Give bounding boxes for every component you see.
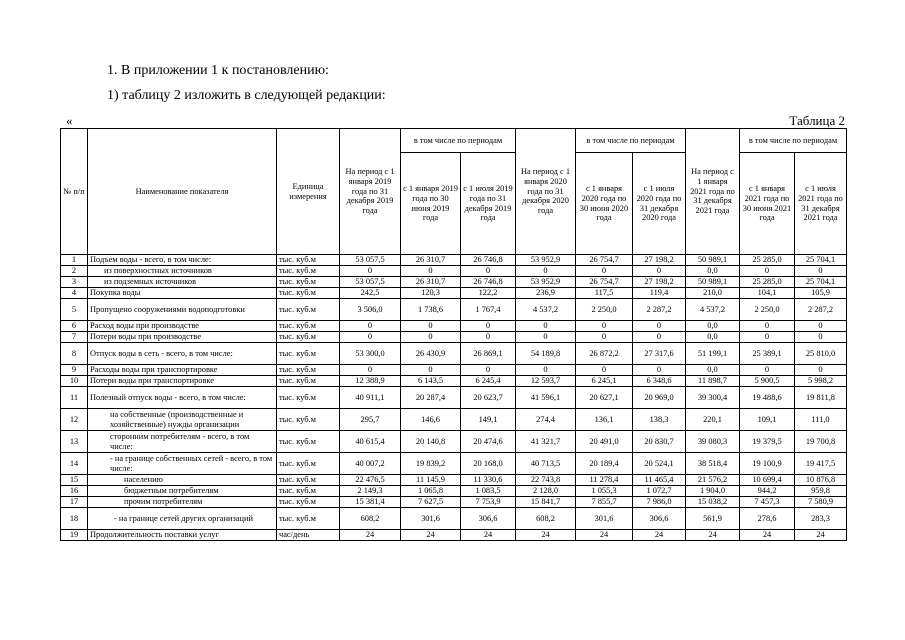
row-value: 40 911,1: [340, 387, 401, 409]
row-indicator-name: Расходы воды при транспортировке: [88, 365, 277, 376]
row-value: 5 998,2: [795, 376, 847, 387]
row-indicator-name: - на границе собственных сетей - всего, в том числе:: [88, 453, 277, 475]
row-value: 24: [516, 530, 576, 541]
row-value: 7 855,7: [576, 497, 633, 508]
row-number: 15: [61, 475, 88, 486]
row-number: 17: [61, 497, 88, 508]
header-period-2019: На период с 1 января 2019 года по 31 декабря 2019 года: [340, 129, 401, 255]
row-value: 27 198,2: [633, 277, 686, 288]
header-h1-2019: с 1 января 2019 года по 30 июня 2019 года: [401, 153, 461, 255]
row-number: 7: [61, 332, 88, 343]
table-row: [61, 453, 847, 475]
row-value: 19 839,2: [401, 453, 461, 475]
row-unit: тыс. куб.м: [277, 431, 340, 453]
row-value: 0: [401, 266, 461, 277]
row-unit: тыс. куб.м: [277, 387, 340, 409]
row-unit: тыс. куб.м: [277, 332, 340, 343]
row-unit: тыс. куб.м: [277, 508, 340, 530]
table-row: [61, 332, 847, 343]
header-h1-2021: с 1 января 2021 года по 30 июня 2021 года: [740, 153, 795, 255]
row-value: 10 699,4: [740, 475, 795, 486]
paragraph-1: 1. В приложении 1 к постановлению:: [107, 63, 329, 78]
row-value: 20 969,0: [633, 387, 686, 409]
row-value: 0: [576, 365, 633, 376]
table-row: [61, 508, 847, 530]
row-number: 5: [61, 299, 88, 321]
row-value: 0: [340, 332, 401, 343]
row-value: 39 300,4: [686, 387, 740, 409]
row-value: 11 330,6: [461, 475, 516, 486]
row-indicator-name: - на границе сетей других организаций: [88, 508, 277, 530]
row-value: 22 476,5: [340, 475, 401, 486]
row-value: 20 474,6: [461, 431, 516, 453]
row-value: 6 143,5: [401, 376, 461, 387]
row-value: 0: [340, 365, 401, 376]
row-value: 278,6: [740, 508, 795, 530]
row-value: 20 189,4: [576, 453, 633, 475]
row-indicator-name: на собственные (производственные и хозяйственные) нужды организации: [88, 409, 277, 431]
header-h1-2020: с 1 января 2020 года по 30 июня 2020 года: [576, 153, 633, 255]
row-value: 50 989,1: [686, 255, 740, 266]
header-period-2021: На период с 1 января 2021 года по 31 декабря 2021 года: [686, 129, 740, 255]
header-num: № п/п: [61, 129, 88, 255]
row-number: 2: [61, 266, 88, 277]
row-value: 11 898,7: [686, 376, 740, 387]
row-value: 25 704,1: [795, 277, 847, 288]
row-value: 561,9: [686, 508, 740, 530]
row-value: 26 754,7: [576, 255, 633, 266]
row-value: 26 746,8: [461, 277, 516, 288]
row-value: 1 055,3: [576, 486, 633, 497]
row-value: 53 057,5: [340, 277, 401, 288]
row-number: 16: [61, 486, 88, 497]
row-number: 11: [61, 387, 88, 409]
row-indicator-name: Покупка воды: [88, 288, 277, 299]
table-row: [61, 475, 847, 486]
row-value: 2 287,2: [633, 299, 686, 321]
row-indicator-name: Потери воды при производстве: [88, 332, 277, 343]
row-value: 20 524,1: [633, 453, 686, 475]
row-value: 0: [461, 321, 516, 332]
row-value: 53 300,0: [340, 343, 401, 365]
row-value: 1 904,0: [686, 486, 740, 497]
water-balance-table: [60, 128, 847, 541]
row-value: 220,1: [686, 409, 740, 431]
row-value: 26 746,8: [461, 255, 516, 266]
row-value: 138,3: [633, 409, 686, 431]
row-unit: тыс. куб.м: [277, 299, 340, 321]
row-indicator-name: из поверхностных источников: [88, 266, 277, 277]
row-value: 0: [633, 365, 686, 376]
row-number: 19: [61, 530, 88, 541]
header-in-periods-2020: в том числе по периодам: [576, 129, 686, 153]
row-value: 105,9: [795, 288, 847, 299]
row-value: 0: [340, 321, 401, 332]
header-h2-2020: с 1 июля 2020 года по 31 декабря 2020 года: [633, 153, 686, 255]
row-value: 295,7: [340, 409, 401, 431]
row-value: 1 738,6: [401, 299, 461, 321]
table-row: [61, 409, 847, 431]
row-unit: тыс. куб.м: [277, 365, 340, 376]
row-value: 242,5: [340, 288, 401, 299]
row-unit: тыс. куб.м: [277, 475, 340, 486]
row-value: 53 952,9: [516, 255, 576, 266]
row-number: 14: [61, 453, 88, 475]
row-value: 608,2: [516, 508, 576, 530]
row-value: 26 310,7: [401, 255, 461, 266]
row-number: 13: [61, 431, 88, 453]
row-value: 25 389,1: [740, 343, 795, 365]
row-indicator-name: населению: [88, 475, 277, 486]
table-row: [61, 376, 847, 387]
row-value: 26 754,7: [576, 277, 633, 288]
row-value: 38 518,4: [686, 453, 740, 475]
table-row: [61, 299, 847, 321]
row-indicator-name: прочим потребителям: [88, 497, 277, 508]
table-row: [61, 288, 847, 299]
row-value: 0: [401, 332, 461, 343]
row-value: 0: [633, 321, 686, 332]
row-value: 0: [340, 266, 401, 277]
header-in-periods-2021: в том числе по периодам: [740, 129, 847, 153]
row-value: 122,2: [461, 288, 516, 299]
row-value: 0: [795, 365, 847, 376]
row-value: 40 713,5: [516, 453, 576, 475]
row-value: 109,1: [740, 409, 795, 431]
row-value: 27 317,6: [633, 343, 686, 365]
row-number: 6: [61, 321, 88, 332]
row-value: 1 083,5: [461, 486, 516, 497]
row-value: 274,4: [516, 409, 576, 431]
row-value: 0: [633, 266, 686, 277]
row-indicator-name: Пропущено сооружениями водоподготовки: [88, 299, 277, 321]
table-row: [61, 365, 847, 376]
row-value: 283,3: [795, 508, 847, 530]
row-indicator-name: из подземных источников: [88, 277, 277, 288]
row-unit: тыс. куб.м: [277, 486, 340, 497]
row-value: 0: [795, 332, 847, 343]
row-indicator-name: Полезный отпуск воды - всего, в том числе:: [88, 387, 277, 409]
row-value: 21 576,2: [686, 475, 740, 486]
row-value: 0: [461, 332, 516, 343]
row-value: 25 285,0: [740, 277, 795, 288]
row-value: 40 615,4: [340, 431, 401, 453]
row-value: 306,6: [633, 508, 686, 530]
row-number: 10: [61, 376, 88, 387]
row-value: 11 465,4: [633, 475, 686, 486]
row-value: 26 869,1: [461, 343, 516, 365]
row-value: 24: [795, 530, 847, 541]
row-value: 0: [633, 332, 686, 343]
row-value: 15 038,2: [686, 497, 740, 508]
row-value: 0,0: [686, 266, 740, 277]
row-value: 54 189,8: [516, 343, 576, 365]
row-value: 0: [795, 321, 847, 332]
row-value: 7 986,0: [633, 497, 686, 508]
row-value: 2 287,2: [795, 299, 847, 321]
row-value: 25 285,0: [740, 255, 795, 266]
row-value: 20 627,1: [576, 387, 633, 409]
row-value: 24: [461, 530, 516, 541]
row-value: 7 580,9: [795, 497, 847, 508]
row-value: 119,4: [633, 288, 686, 299]
row-unit: тыс. куб.м: [277, 255, 340, 266]
row-value: 7 753,9: [461, 497, 516, 508]
row-value: 11 278,4: [576, 475, 633, 486]
row-value: 0: [576, 321, 633, 332]
row-unit: тыс. куб.м: [277, 321, 340, 332]
header-h2-2019: с 1 июля 2019 года по 31 декабря 2019 года: [461, 153, 516, 255]
row-value: 24: [686, 530, 740, 541]
row-value: 0: [401, 321, 461, 332]
row-value: 40 007,2: [340, 453, 401, 475]
row-number: 4: [61, 288, 88, 299]
header-h2-2021: с 1 июля 2021 года по 31 декабря 2021 года: [795, 153, 847, 255]
row-value: 3 506,0: [340, 299, 401, 321]
header-period-2020: На период с 1 января 2020 года по 31 декабря 2020 года: [516, 129, 576, 255]
row-number: 12: [61, 409, 88, 431]
row-value: 0: [795, 266, 847, 277]
row-number: 8: [61, 343, 88, 365]
row-value: 0,0: [686, 321, 740, 332]
row-value: 15 841,7: [516, 497, 576, 508]
table-row: [61, 486, 847, 497]
row-value: 27 198,2: [633, 255, 686, 266]
row-indicator-name: Расход воды при производстве: [88, 321, 277, 332]
row-value: 20 168,0: [461, 453, 516, 475]
row-value: 5 900,5: [740, 376, 795, 387]
row-value: 7 627,5: [401, 497, 461, 508]
row-value: 236,9: [516, 288, 576, 299]
row-indicator-name: бюджетным потребителям: [88, 486, 277, 497]
row-indicator-name: Потери воды при транспортировке: [88, 376, 277, 387]
row-unit: тыс. куб.м: [277, 409, 340, 431]
row-value: 15 381,4: [340, 497, 401, 508]
row-value: 26 430,9: [401, 343, 461, 365]
row-indicator-name: Продолжительность поставки услуг: [88, 530, 277, 541]
row-value: 306,6: [461, 508, 516, 530]
row-value: 944,2: [740, 486, 795, 497]
row-number: 18: [61, 508, 88, 530]
row-value: 25 704,1: [795, 255, 847, 266]
row-value: 0: [516, 266, 576, 277]
row-value: 0: [740, 321, 795, 332]
row-value: 20 287,4: [401, 387, 461, 409]
row-value: 39 080,3: [686, 431, 740, 453]
row-unit: тыс. куб.м: [277, 343, 340, 365]
row-value: 20 491,0: [576, 431, 633, 453]
row-value: 210,0: [686, 288, 740, 299]
row-value: 24: [633, 530, 686, 541]
table-row: [61, 321, 847, 332]
opening-quote: «: [66, 113, 73, 128]
table-row: [61, 277, 847, 288]
row-value: 53 057,5: [340, 255, 401, 266]
table-row: [61, 387, 847, 409]
row-value: 41 321,7: [516, 431, 576, 453]
row-value: 26 310,7: [401, 277, 461, 288]
row-value: 120,3: [401, 288, 461, 299]
row-value: 111,0: [795, 409, 847, 431]
row-unit: тыс. куб.м: [277, 288, 340, 299]
row-value: 24: [740, 530, 795, 541]
row-value: 4 537,2: [516, 299, 576, 321]
row-number: 9: [61, 365, 88, 376]
paragraph-2: 1) таблицу 2 изложить в следующей редакции:: [107, 88, 386, 103]
row-value: 26 872,2: [576, 343, 633, 365]
row-value: 24: [401, 530, 461, 541]
row-value: 0: [461, 266, 516, 277]
row-value: 24: [576, 530, 633, 541]
row-value: 20 140,8: [401, 431, 461, 453]
row-value: 1 072,7: [633, 486, 686, 497]
row-value: 20 623,7: [461, 387, 516, 409]
row-value: 25 810,0: [795, 343, 847, 365]
row-number: 3: [61, 277, 88, 288]
row-value: 50 989,1: [686, 277, 740, 288]
row-value: 19 100,9: [740, 453, 795, 475]
header-in-periods-2019: в том числе по периодам: [401, 129, 516, 153]
row-unit: тыс. куб.м: [277, 497, 340, 508]
row-unit: тыс. куб.м: [277, 277, 340, 288]
table-row: [61, 255, 847, 266]
header-name: Наименование показателя: [88, 129, 277, 255]
row-value: 0: [516, 321, 576, 332]
row-value: 1 767,4: [461, 299, 516, 321]
row-value: 41 596,1: [516, 387, 576, 409]
row-value: 0: [740, 332, 795, 343]
row-number: 1: [61, 255, 88, 266]
row-value: 146,6: [401, 409, 461, 431]
row-unit: тыс. куб.м: [277, 453, 340, 475]
row-value: 301,6: [401, 508, 461, 530]
table-row: [61, 266, 847, 277]
row-value: 24: [340, 530, 401, 541]
row-value: 4 537,2: [686, 299, 740, 321]
row-value: 2 250,0: [740, 299, 795, 321]
table-row: [61, 497, 847, 508]
row-value: 19 488,6: [740, 387, 795, 409]
row-value: 301,6: [576, 508, 633, 530]
row-value: 11 145,9: [401, 475, 461, 486]
row-value: 2 128,0: [516, 486, 576, 497]
row-value: 959,8: [795, 486, 847, 497]
row-indicator-name: Подъем воды - всего, в том числе:: [88, 255, 277, 266]
row-value: 19 379,5: [740, 431, 795, 453]
row-value: 0,0: [686, 332, 740, 343]
table-row: [61, 343, 847, 365]
row-value: 0: [516, 365, 576, 376]
row-unit: час/день: [277, 530, 340, 541]
row-value: 2 149,3: [340, 486, 401, 497]
row-indicator-name: сторонним потребителям - всего, в том числе:: [88, 431, 277, 453]
row-value: 117,5: [576, 288, 633, 299]
row-value: 1 065,8: [401, 486, 461, 497]
row-value: 12 593,7: [516, 376, 576, 387]
row-value: 0: [740, 365, 795, 376]
row-value: 0: [461, 365, 516, 376]
row-value: 2 250,0: [576, 299, 633, 321]
row-indicator-name: Отпуск воды в сеть - всего, в том числе:: [88, 343, 277, 365]
row-value: 136,1: [576, 409, 633, 431]
row-value: 104,1: [740, 288, 795, 299]
row-value: 19 700,8: [795, 431, 847, 453]
row-value: 19 417,5: [795, 453, 847, 475]
row-value: 0: [576, 332, 633, 343]
row-value: 0,0: [686, 365, 740, 376]
row-value: 0: [401, 365, 461, 376]
header-unit: Единица измерения: [277, 129, 340, 255]
row-value: 149,1: [461, 409, 516, 431]
row-value: 0: [516, 332, 576, 343]
row-unit: тыс. куб.м: [277, 376, 340, 387]
row-value: 0: [740, 266, 795, 277]
row-unit: тыс. куб.м: [277, 266, 340, 277]
row-value: 6 245,4: [461, 376, 516, 387]
row-value: 608,2: [340, 508, 401, 530]
row-value: 6 245,1: [576, 376, 633, 387]
row-value: 51 199,1: [686, 343, 740, 365]
table-label: Таблица 2: [789, 113, 845, 128]
table-row: [61, 530, 847, 541]
row-value: 20 830,7: [633, 431, 686, 453]
row-value: 22 743,8: [516, 475, 576, 486]
row-value: 19 811,8: [795, 387, 847, 409]
row-value: 6 348,6: [633, 376, 686, 387]
row-value: 12 388,9: [340, 376, 401, 387]
table-row: [61, 431, 847, 453]
row-value: 10 876,8: [795, 475, 847, 486]
row-value: 53 952,9: [516, 277, 576, 288]
row-value: 0: [576, 266, 633, 277]
row-value: 7 457,3: [740, 497, 795, 508]
